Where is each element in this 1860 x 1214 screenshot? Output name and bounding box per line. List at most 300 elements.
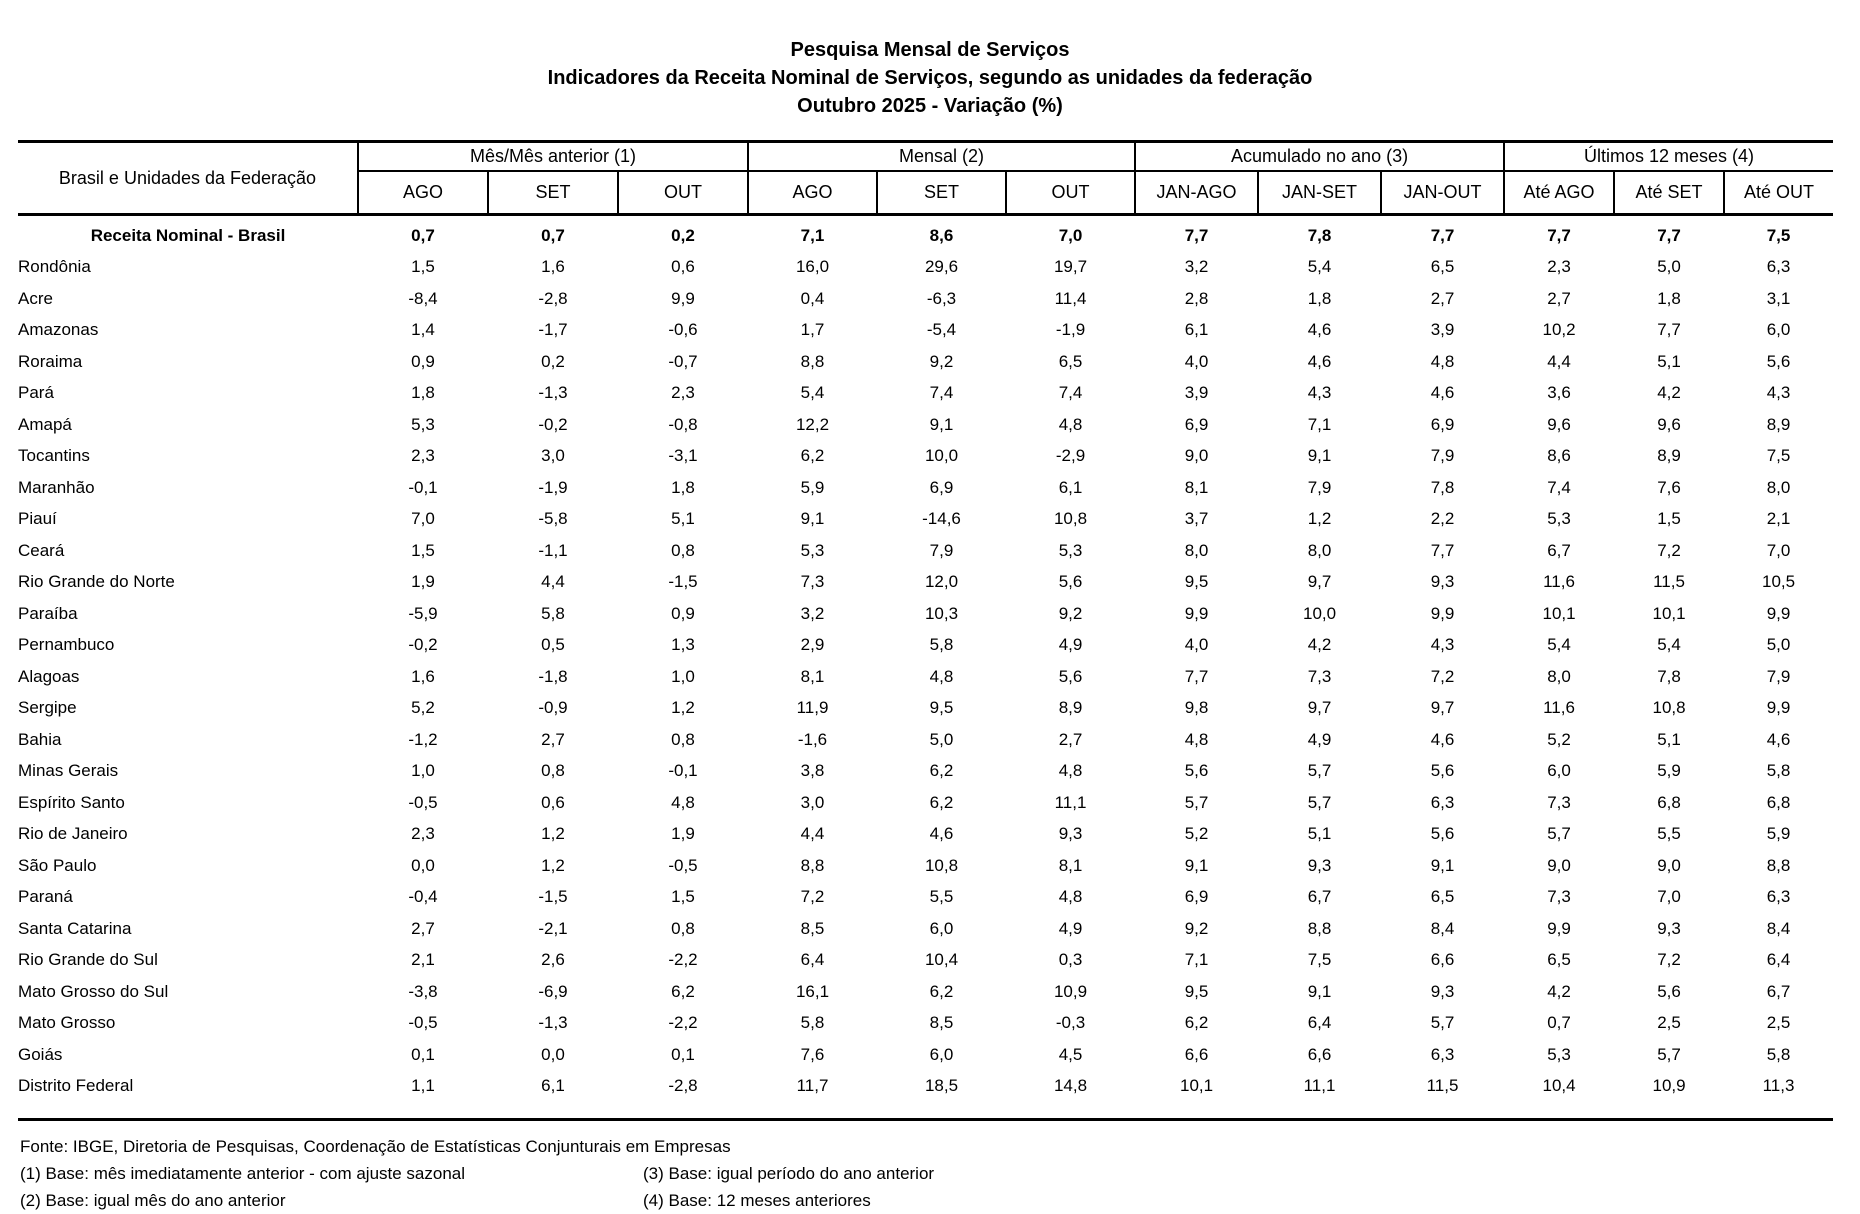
value-cell: 4,8 (671, 792, 695, 812)
value-cell: 7,5 (1307, 950, 1332, 970)
value-cell: -5,8 (538, 509, 568, 529)
value-cell: 0,8 (671, 729, 695, 749)
value-cell: -1,3 (538, 383, 568, 403)
value-cell: 10,2 (1542, 320, 1576, 340)
value-cell: 2,5 (1766, 1013, 1791, 1033)
value-cell: 7,7 (1657, 225, 1681, 245)
value-cell: 7,3 (800, 572, 825, 592)
value-cell: 4,4 (541, 572, 565, 592)
column-header: JAN-AGO (1135, 171, 1258, 215)
value-cell: 9,3 (1058, 824, 1083, 844)
value-cell: 8,4 (1430, 918, 1455, 938)
value-cell: 4,4 (1547, 351, 1571, 371)
value-cell: 6,0 (1547, 761, 1571, 781)
value-cell: 3,6 (1547, 383, 1571, 403)
value-cell: 6,1 (1184, 320, 1209, 340)
value-cell: 11,5 (1381, 1071, 1504, 1120)
table-row (18, 945, 1833, 977)
value-cell: -6,9 (538, 981, 568, 1001)
value-cell: -2,9 (1055, 446, 1086, 466)
footnote-row (20, 1187, 1860, 1214)
value-cell: 12,2 (795, 414, 830, 434)
value-cell: 11,1 (1258, 1071, 1381, 1120)
row-label: Ceará (18, 540, 65, 560)
table-row (18, 913, 1833, 945)
value-cell: 2,3 (1547, 257, 1571, 277)
value-cell: 2,5 (1657, 1013, 1681, 1033)
value-cell: 6,2 (800, 446, 825, 466)
value-cell: -2,2 (668, 1013, 698, 1033)
value-cell: 8,5 (929, 1013, 954, 1033)
value-cell: 6,2 (929, 761, 954, 781)
value-cell: -0,2 (408, 635, 438, 655)
value-cell: -1,7 (538, 320, 568, 340)
value-cell: 2,7 (411, 918, 435, 938)
value-cell: 5,2 (1184, 824, 1209, 844)
value-cell: 6,9 (929, 477, 954, 497)
value-cell: 8,9 (1766, 414, 1791, 434)
value-cell: 10,0 (924, 446, 959, 466)
value-cell: 4,6 (1307, 320, 1332, 340)
value-cell: -1,5 (538, 887, 568, 907)
value-cell: 6,3 (1430, 792, 1455, 812)
value-cell: 6,8 (1766, 792, 1791, 812)
value-cell: 1,8 (1657, 288, 1681, 308)
value-cell: 2,7 (1058, 729, 1083, 749)
row-label: Maranhão (18, 477, 95, 497)
value-cell: 5,1 (671, 509, 695, 529)
value-cell: 1,2 (671, 698, 695, 718)
value-cell: 1,5 (1657, 509, 1681, 529)
value-cell: 9,2 (929, 351, 954, 371)
value-cell: 3,0 (800, 792, 825, 812)
value-cell: 6,7 (1307, 887, 1332, 907)
value-cell: 2,1 (411, 950, 435, 970)
value-cell: -1,8 (538, 666, 568, 686)
column-header: OUT (618, 171, 748, 215)
value-cell: -3,8 (408, 981, 438, 1001)
value-cell: 4,6 (1766, 729, 1791, 749)
value-cell: 5,2 (1547, 729, 1571, 749)
value-cell: -1,1 (538, 540, 568, 560)
value-cell: -0,8 (668, 414, 698, 434)
row-label: Amapá (18, 414, 72, 434)
value-cell: 5,6 (1058, 666, 1083, 686)
footnote-4: (4) Base: 12 meses anteriores (643, 1191, 871, 1210)
value-cell: 1,1 (358, 1071, 488, 1120)
value-cell: 5,4 (1307, 257, 1332, 277)
value-cell: 16,1 (795, 981, 830, 1001)
value-cell: 5,0 (929, 729, 954, 749)
value-cell: 5,6 (1430, 761, 1455, 781)
value-cell: 3,9 (1184, 383, 1209, 403)
table-row (18, 252, 1833, 284)
value-cell: 8,4 (1766, 918, 1791, 938)
value-cell: 8,0 (1547, 666, 1571, 686)
value-cell: 9,2 (1184, 918, 1209, 938)
value-cell: 5,3 (411, 414, 435, 434)
footnote-1: (1) Base: mês imediatamente anterior - com ajuste sazonal (20, 1164, 466, 1183)
value-cell: 8,8 (1766, 855, 1791, 875)
value-cell: 6,4 (1307, 1013, 1332, 1033)
value-cell: 6,2 (671, 981, 695, 1001)
value-cell: 5,8 (1766, 1044, 1791, 1064)
value-cell: 5,4 (1657, 635, 1681, 655)
row-label: Pernambuco (18, 635, 115, 655)
table-row (18, 567, 1833, 599)
value-cell: 7,3 (1547, 792, 1571, 812)
value-cell: 7,2 (1430, 666, 1455, 686)
value-cell: 9,9 (1766, 698, 1791, 718)
value-cell: 10,1 (1542, 603, 1576, 623)
value-cell: 7,8 (1307, 225, 1332, 245)
value-cell: 7,8 (1657, 666, 1681, 686)
value-cell: 5,3 (1058, 540, 1083, 560)
group-header-row (18, 142, 1833, 172)
value-cell: 7,9 (1307, 477, 1332, 497)
value-cell: 4,0 (1184, 351, 1209, 371)
value-cell: 7,7 (1657, 320, 1681, 340)
value-cell: 0,0 (541, 1044, 565, 1064)
value-cell: 4,8 (1430, 351, 1455, 371)
value-cell: 5,8 (800, 1013, 825, 1033)
value-cell: 6,9 (1184, 887, 1209, 907)
value-cell: 6,0 (929, 1044, 954, 1064)
value-cell: 9,1 (800, 509, 825, 529)
value-cell: 0,7 (541, 225, 565, 245)
value-cell: 10,9 (1053, 981, 1088, 1001)
value-cell: 6,2 (929, 792, 954, 812)
value-cell: 11,9 (796, 698, 829, 718)
value-cell: 11,5 (1653, 572, 1685, 592)
value-cell: 6,5 (1547, 950, 1571, 970)
column-header: AGO (358, 171, 488, 215)
value-cell: -2,8 (618, 1071, 748, 1120)
value-cell: 5,1 (1307, 824, 1332, 844)
value-cell: 2,3 (671, 383, 695, 403)
row-label: Acre (18, 288, 53, 308)
value-cell: 7,0 (1058, 225, 1083, 245)
value-cell: 9,5 (1184, 981, 1209, 1001)
row-label: Piauí (18, 509, 57, 529)
row-label: Minas Gerais (18, 761, 119, 781)
value-cell: 9,7 (1307, 698, 1332, 718)
value-cell: 5,6 (1430, 824, 1455, 844)
value-cell: 0,8 (671, 918, 695, 938)
value-cell: 1,9 (671, 824, 695, 844)
table-row (18, 756, 1833, 788)
row-label: Rondônia (18, 257, 91, 277)
value-cell: 9,3 (1430, 572, 1455, 592)
value-cell: 10,5 (1761, 572, 1796, 592)
value-cell: 9,1 (1307, 981, 1332, 1001)
value-cell: 7,9 (1430, 446, 1455, 466)
column-header: Até AGO (1504, 171, 1614, 215)
value-cell: 10,9 (1614, 1071, 1724, 1120)
value-cell: 7,2 (800, 887, 825, 907)
value-cell: -1,9 (1055, 320, 1086, 340)
value-cell: 9,9 (1184, 603, 1209, 623)
value-cell: 6,0 (929, 918, 954, 938)
row-label: Pará (18, 383, 54, 403)
value-cell: 5,7 (1430, 1013, 1455, 1033)
row-label: Distrito Federal (18, 1071, 358, 1120)
value-cell: 6,5 (1058, 351, 1083, 371)
value-cell: 7,4 (1058, 383, 1083, 403)
table-row (18, 409, 1833, 441)
table-row (18, 441, 1833, 473)
value-cell: 5,6 (1184, 761, 1209, 781)
value-cell: 7,7 (1184, 666, 1209, 686)
table-row (18, 693, 1833, 725)
value-cell: 6,1 (1058, 477, 1083, 497)
value-cell: 11,7 (748, 1071, 877, 1120)
value-cell: 7,5 (1766, 225, 1791, 245)
value-cell: 6,3 (1766, 887, 1791, 907)
value-cell: 4,3 (1430, 635, 1455, 655)
value-cell: 5,9 (1766, 824, 1791, 844)
table-row (18, 1008, 1833, 1040)
report-subtitle: Indicadores da Receita Nominal de Serviços, segundo as unidades da federação (547, 67, 1313, 89)
value-cell: -6,3 (926, 288, 957, 308)
value-cell: 4,2 (1657, 383, 1681, 403)
value-cell: 2,3 (411, 824, 435, 844)
value-cell: 4,5 (1058, 1044, 1083, 1064)
value-cell: 7,5 (1766, 446, 1791, 466)
value-cell: 10,1 (1652, 603, 1686, 623)
value-cell: 7,6 (800, 1044, 825, 1064)
value-cell: 7,1 (1184, 950, 1209, 970)
value-cell: -2,8 (538, 288, 568, 308)
value-cell: 5,6 (1657, 981, 1681, 1001)
value-cell: -5,4 (926, 320, 957, 340)
value-cell: 0,6 (671, 257, 695, 277)
value-cell: 2,9 (800, 635, 825, 655)
value-cell: 7,6 (1657, 477, 1681, 497)
value-cell: 3,2 (800, 603, 825, 623)
value-cell: 4,3 (1307, 383, 1332, 403)
value-cell: 7,9 (1766, 666, 1791, 686)
value-cell: 4,8 (1058, 761, 1083, 781)
value-cell: 9,3 (1430, 981, 1455, 1001)
value-cell: -0,9 (538, 698, 568, 718)
value-cell: -1,5 (668, 572, 698, 592)
value-cell: -1,3 (538, 1013, 568, 1033)
value-cell: 5,7 (1657, 1044, 1681, 1064)
value-cell: 4,2 (1547, 981, 1571, 1001)
value-cell: 1,8 (671, 477, 695, 497)
value-cell: 7,3 (1547, 887, 1571, 907)
row-label: Rio Grande do Sul (18, 950, 158, 970)
value-cell: -0,1 (668, 761, 698, 781)
value-cell: 9,6 (1547, 414, 1571, 434)
table-row (18, 378, 1833, 410)
row-label: Alagoas (18, 666, 80, 686)
table-row (18, 504, 1833, 536)
value-cell: 9,9 (1430, 603, 1455, 623)
row-label: Roraima (18, 351, 83, 371)
value-cell: 7,8 (1430, 477, 1455, 497)
value-cell: 4,8 (1058, 414, 1083, 434)
value-cell: -0,6 (668, 320, 698, 340)
value-cell: 9,1 (1307, 446, 1332, 466)
table-row (18, 976, 1833, 1008)
table-row (18, 215, 1833, 252)
value-cell: 9,3 (1657, 918, 1681, 938)
value-cell: -0,1 (408, 477, 438, 497)
value-cell: 5,9 (1657, 761, 1681, 781)
value-cell: -0,4 (408, 887, 438, 907)
value-cell: 4,8 (1184, 729, 1209, 749)
column-header: Até OUT (1724, 171, 1833, 215)
value-cell: 5,3 (1547, 509, 1571, 529)
value-cell: 4,8 (1058, 887, 1083, 907)
value-cell: 5,0 (1766, 635, 1791, 655)
value-cell: 8,1 (1184, 477, 1209, 497)
value-cell: 1,9 (411, 572, 435, 592)
value-cell: 7,7 (1430, 225, 1455, 245)
value-cell: 10,0 (1302, 603, 1337, 623)
value-cell: 3,2 (1184, 257, 1209, 277)
table-row (18, 819, 1833, 851)
value-cell: 2,7 (1430, 288, 1455, 308)
row-label: Amazonas (18, 320, 99, 340)
value-cell: 3,9 (1430, 320, 1455, 340)
report-period: Outubro 2025 - Variação (%) (797, 95, 1063, 117)
value-cell: 6,0 (1766, 320, 1791, 340)
footnote-2: (2) Base: igual mês do ano anterior (20, 1191, 286, 1210)
value-cell: 7,1 (1307, 414, 1332, 434)
value-cell: 5,7 (1184, 792, 1209, 812)
value-cell: 7,7 (1430, 540, 1455, 560)
value-cell: 6,6 (1307, 1044, 1332, 1064)
value-cell: 5,7 (1307, 761, 1332, 781)
value-cell: 5,3 (1547, 1044, 1571, 1064)
value-cell: 0,9 (411, 351, 435, 371)
value-cell: 10,4 (1504, 1071, 1614, 1120)
value-cell: 1,7 (800, 320, 825, 340)
value-cell: -2,2 (668, 950, 698, 970)
value-cell: 9,5 (929, 698, 954, 718)
group-header-acumulado-ano: Acumulado no ano (3) (1135, 142, 1504, 172)
value-cell: 7,0 (1657, 887, 1681, 907)
value-cell: 2,2 (1430, 509, 1455, 529)
table-row (18, 1071, 1833, 1120)
value-cell: 0,2 (541, 351, 565, 371)
value-cell: 4,6 (929, 824, 954, 844)
value-cell: 9,9 (1547, 918, 1571, 938)
value-cell: -1,6 (797, 729, 828, 749)
value-cell: 1,5 (671, 887, 695, 907)
value-cell: 3,8 (800, 761, 825, 781)
value-cell: 6,8 (1657, 792, 1681, 812)
value-cell: 29,6 (924, 257, 959, 277)
value-cell: 3,0 (541, 446, 565, 466)
value-cell: 9,9 (1766, 603, 1791, 623)
table-row (18, 661, 1833, 693)
value-cell: 1,2 (541, 824, 565, 844)
value-cell: 0,7 (1547, 1013, 1571, 1033)
value-cell: 10,4 (924, 950, 959, 970)
row-label: Espírito Santo (18, 792, 125, 812)
value-cell: -0,5 (408, 792, 438, 812)
column-header: SET (488, 171, 618, 215)
table-row (18, 787, 1833, 819)
value-cell: 6,7 (1547, 540, 1571, 560)
column-header: SET (877, 171, 1006, 215)
value-cell: 7,9 (929, 540, 954, 560)
row-label: Receita Nominal - Brasil (90, 225, 286, 245)
value-cell: 7,0 (1766, 540, 1791, 560)
value-cell: 1,2 (1307, 509, 1332, 529)
value-cell: 5,1 (1657, 351, 1681, 371)
row-label: Paraná (18, 887, 73, 907)
value-cell: 0,3 (1058, 950, 1083, 970)
value-cell: 1,6 (541, 257, 565, 277)
value-cell: 6,3 (1766, 257, 1791, 277)
value-cell: 11,1 (1054, 792, 1087, 812)
report-title-block (0, 0, 1860, 120)
value-cell: 8,8 (800, 351, 825, 371)
value-cell: 8,0 (1307, 540, 1332, 560)
table-body (18, 215, 1833, 1120)
value-cell: 5,1 (1657, 729, 1681, 749)
value-cell: 5,6 (1766, 351, 1791, 371)
value-cell: 6,2 (929, 981, 954, 1001)
value-cell: 14,8 (1006, 1071, 1135, 1120)
report-title: Pesquisa Mensal de Serviços (790, 39, 1070, 61)
row-label: Goiás (18, 1044, 63, 1064)
value-cell: -3,1 (668, 446, 698, 466)
row-label: Mato Grosso do Sul (18, 981, 169, 1001)
value-cell: 9,7 (1430, 698, 1455, 718)
column-header: Até SET (1614, 171, 1724, 215)
value-cell: 8,9 (1657, 446, 1681, 466)
value-cell: 2,6 (541, 950, 565, 970)
value-cell: 1,4 (411, 320, 435, 340)
table-row (18, 598, 1833, 630)
value-cell: -0,2 (538, 414, 568, 434)
value-cell: 4,9 (1058, 918, 1083, 938)
value-cell: 4,6 (1307, 351, 1332, 371)
value-cell: 1,6 (411, 666, 435, 686)
value-cell: 11,6 (1543, 572, 1575, 592)
value-cell: 9,0 (1657, 855, 1681, 875)
source-note: Fonte: IBGE, Diretoria de Pesquisas, Coordenação de Estatísticas Conjunturais em Empresas (20, 1137, 731, 1156)
value-cell: 5,7 (1307, 792, 1332, 812)
row-label: Santa Catarina (18, 918, 132, 938)
value-cell: 2,7 (541, 729, 565, 749)
value-cell: 6,1 (488, 1071, 618, 1120)
value-cell: 5,6 (1058, 572, 1083, 592)
value-cell: 4,9 (1307, 729, 1332, 749)
value-cell: 4,8 (929, 666, 954, 686)
value-cell: 4,6 (1430, 383, 1455, 403)
value-cell: 9,7 (1307, 572, 1332, 592)
value-cell: 0,8 (541, 761, 565, 781)
value-cell: 1,0 (411, 761, 435, 781)
value-cell: 8,0 (1766, 477, 1791, 497)
value-cell: -14,6 (922, 509, 961, 529)
value-cell: 10,8 (1652, 698, 1686, 718)
row-label: São Paulo (18, 855, 97, 875)
row-label: Bahia (18, 729, 62, 749)
value-cell: 8,5 (800, 918, 825, 938)
value-cell: 5,8 (541, 603, 565, 623)
value-cell: 8,6 (1547, 446, 1571, 466)
value-cell: 10,1 (1135, 1071, 1258, 1120)
value-cell: 6,6 (1430, 950, 1455, 970)
